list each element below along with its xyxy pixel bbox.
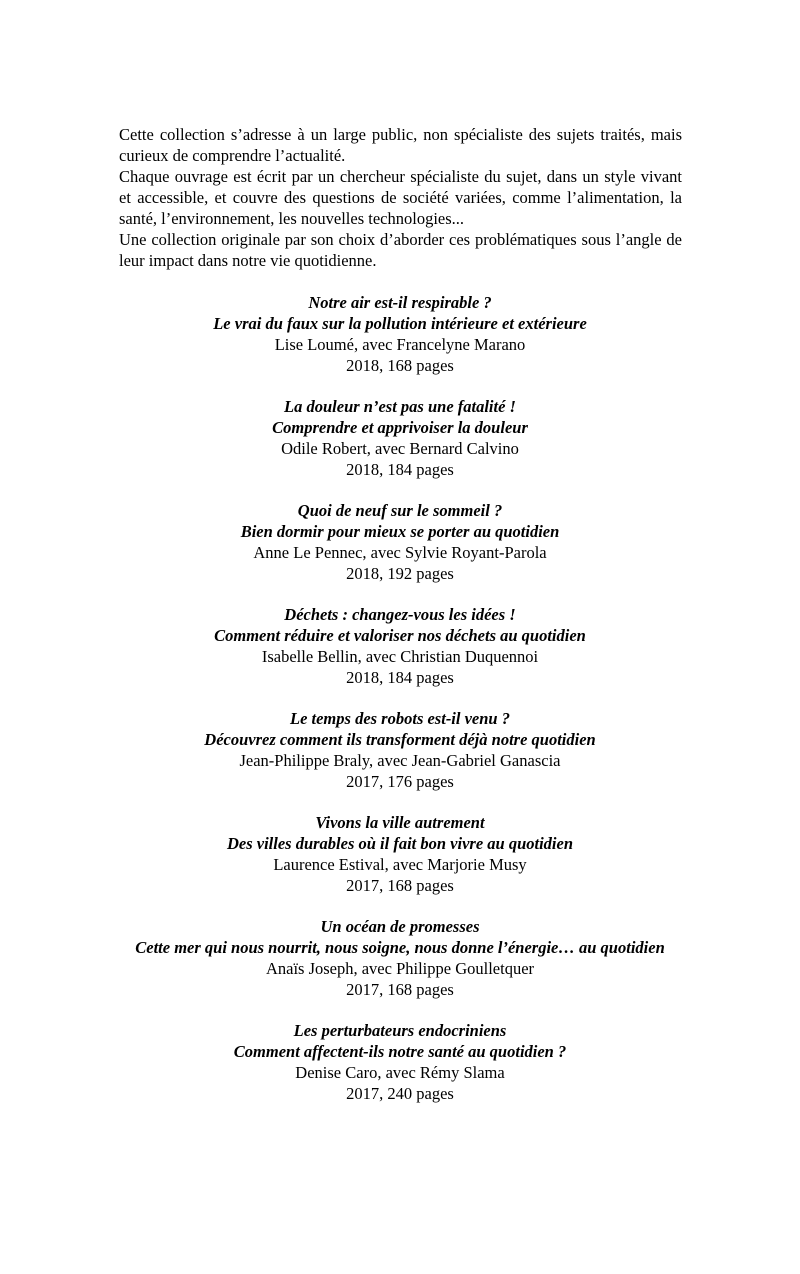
book-entry <box>100 812 700 896</box>
book-title: Un océan de promesses <box>320 917 480 936</box>
book-details: 2017, 240 pages <box>346 1084 454 1103</box>
book-subtitle: Cette mer qui nous nourrit, nous soigne, nous donne l’énergie… au quotidien <box>135 938 665 957</box>
book-entry <box>100 500 700 584</box>
book-details: 2018, 184 pages <box>346 668 454 687</box>
book-subtitle: Comprendre et apprivoiser la douleur <box>272 418 528 437</box>
book-authors: Laurence Estival, avec Marjorie Musy <box>273 855 527 874</box>
book-details: 2017, 168 pages <box>346 876 454 895</box>
book-subtitle: Le vrai du faux sur la pollution intérieure et extérieure <box>213 314 587 333</box>
book-authors: Odile Robert, avec Bernard Calvino <box>281 439 519 458</box>
book-title: Les perturbateurs endocriniens <box>293 1021 507 1040</box>
book-entry <box>100 396 700 480</box>
book-details: 2018, 168 pages <box>346 356 454 375</box>
intro-paragraph: Cette collection s’adresse à un large public, non spécialiste des sujets traités, mais curieux de comprendre l’actualité. <box>119 125 682 165</box>
book-details: 2017, 176 pages <box>346 772 454 791</box>
book-authors: Anaïs Joseph, avec Philippe Goulletquer <box>265 959 535 978</box>
book-entry <box>100 292 700 376</box>
collection-description <box>119 124 682 271</box>
book-title: Le temps des robots est-il venu ? <box>290 709 510 728</box>
book-entry <box>100 1020 700 1104</box>
book-authors: Isabelle Bellin, avec Christian Duquennoi <box>261 647 539 666</box>
book-authors: Denise Caro, avec Rémy Slama <box>295 1063 505 1082</box>
book-subtitle: Découvrez comment ils transforment déjà notre quotidien <box>204 730 596 749</box>
intro-paragraph: Chaque ouvrage est écrit par un chercheur spécialiste du sujet, dans un style vivant et accessible, et couvre des questions de société variées, comme l’alimentation, la santé, l’environnement, les nouvelles technologies... <box>119 167 682 228</box>
book-title: La douleur n’est pas une fatalité ! <box>284 397 516 416</box>
book-list <box>100 292 700 1124</box>
book-subtitle: Comment réduire et valoriser nos déchets au quotidien <box>214 626 586 645</box>
book-details: 2018, 184 pages <box>346 460 454 479</box>
book-authors: Jean-Philippe Braly, avec Jean-Gabriel Ganascia <box>239 751 561 770</box>
book-details: 2017, 168 pages <box>346 980 454 999</box>
book-title: Notre air est-il respirable ? <box>308 293 492 312</box>
book-entry <box>100 604 700 688</box>
intro-paragraph: Une collection originale par son choix d’aborder ces problématiques sous l’angle de leur impact dans notre vie quotidienne. <box>119 230 682 270</box>
book-title: Quoi de neuf sur le sommeil ? <box>297 501 503 520</box>
book-authors: Anne Le Pennec, avec Sylvie Royant-Parola <box>253 543 547 562</box>
book-title: Déchets : changez-vous les idées ! <box>284 605 516 624</box>
book-entry <box>100 708 700 792</box>
book-title: Vivons la ville autrement <box>315 813 485 832</box>
book-details: 2018, 192 pages <box>346 564 454 583</box>
book-entry <box>100 916 700 1000</box>
book-subtitle: Des villes durables où il fait bon vivre au quotidien <box>226 834 574 853</box>
book-subtitle: Bien dormir pour mieux se porter au quotidien <box>240 522 560 541</box>
book-subtitle: Comment affectent-ils notre santé au quotidien ? <box>233 1042 567 1061</box>
book-authors: Lise Loumé, avec Francelyne Marano <box>274 335 526 354</box>
